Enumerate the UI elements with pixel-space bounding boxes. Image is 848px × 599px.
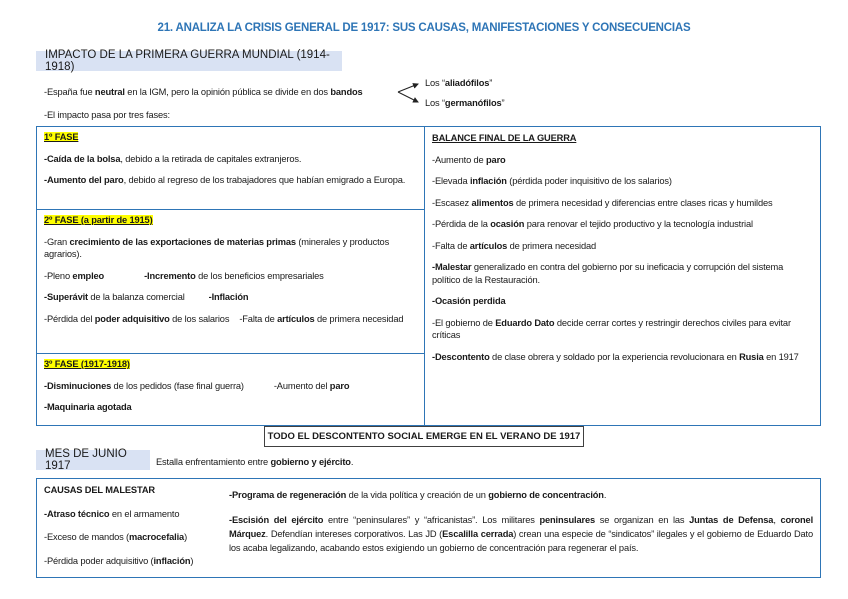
causes-text: -Exceso de mandos ( (44, 532, 129, 542)
phase-2-bold: artículos (277, 313, 315, 324)
balance-bold: artículos (469, 240, 508, 251)
causes-text: . Defendían intereses corporativos. Las JD ( (265, 528, 443, 539)
phase-2-bold: empleo (72, 270, 105, 281)
phase-2-text: -Falta de (239, 313, 278, 324)
page-title: 21. ANALIZA LA CRISIS GENERAL DE 1917: SUS CAUSAS, MANIFESTACIONES Y CONSECUENCIAS (157, 22, 691, 34)
balance-text: en 1917 (763, 351, 799, 362)
phase-1-bold: -Caída de la bolsa (44, 153, 121, 164)
phase-3-text: -Aumento del (273, 380, 330, 391)
phase-2-text: -Pérdida del (44, 313, 95, 324)
branch-germanofilos-label: germanófilos (444, 98, 502, 108)
phase-3-line-1 (44, 380, 416, 393)
balance-text: de clase obrera y soldado por la experiencia revolucionara en (489, 351, 740, 362)
phase-1-title: 1º FASE (44, 132, 79, 142)
causes-bold: -Programa de regeneración (229, 490, 347, 500)
balance-text: para renovar el tejido productivo y la tecnología industrial (524, 219, 753, 229)
causes-bold: Juntas de Defensa (689, 514, 774, 525)
balance-line-7 (432, 295, 812, 308)
phase-1-line-2 (44, 174, 416, 187)
causes-title: CAUSAS DEL MALESTAR (44, 485, 155, 495)
causes-text: ) (184, 532, 188, 542)
balance-column (432, 132, 812, 363)
causes-text: . (603, 490, 607, 500)
balance-text: -Escasez (432, 197, 472, 208)
causes-right-line-1 (229, 489, 813, 502)
balance-line-5 (432, 240, 812, 253)
causes-text: ) (190, 555, 194, 566)
causes-bold: Escalilla cerrada (442, 528, 514, 539)
junio-text-part: . (350, 457, 354, 467)
phase-2-bold: poder adquisitivo (94, 313, 170, 324)
phase-2-text: -Pleno (44, 270, 73, 281)
balance-bold: inflación (469, 176, 507, 186)
balance-bold: ocasión (490, 219, 525, 229)
phase-divider-1 (36, 209, 425, 210)
balance-line-9 (432, 351, 812, 364)
causes-text: se organizan en las (595, 514, 690, 525)
causes-bold: -Escisión del ejército (229, 514, 324, 525)
causes-right (229, 489, 813, 555)
causes-text: en el armamento (109, 508, 180, 519)
phase-3-bold: -Maquinaria agotada (44, 402, 132, 412)
balance-text: (pérdida poder inquisitivo de los salarios) (506, 176, 672, 186)
phase-2-bold: crecimiento de las exportaciones de materias primas (69, 236, 296, 247)
phase-2-line-3 (44, 291, 416, 304)
phase-2-bold: -Incremento (144, 270, 196, 281)
phase-2-text: -Gran (44, 236, 70, 247)
phase-2-title: 2º FASE (a partir de 1915) (44, 215, 153, 225)
causes-right-line-2 (229, 513, 813, 555)
phase-3 (44, 358, 416, 414)
phase-2-text: de primera necesidad (314, 313, 404, 324)
intro-neutral-line (44, 86, 363, 99)
phase-1-line-1 (44, 153, 416, 166)
balance-bold: paro (486, 154, 506, 165)
balance-bold: Eduardo Dato (495, 317, 555, 328)
balance-line-3 (432, 197, 812, 210)
section-header-text: MES DE JUNIO 1917 (45, 448, 127, 472)
causes-bold: gobierno de concentración (488, 490, 604, 500)
branch-germanofilos (425, 97, 504, 110)
phase-2-line-4 (44, 313, 416, 326)
balance-bold: -Ocasión perdida (432, 296, 506, 306)
causes-text: -Pérdida poder adquisitivo ( (44, 555, 154, 566)
intro-phases-line: -El impacto pasa por tres fases: (44, 110, 170, 120)
balance-bold: Rusia (739, 351, 764, 362)
causes-text: de la vida política y creación de un (346, 490, 489, 500)
phase-1-text: , debido al regreso de los trabajadores que habían emigrado a Europa. (123, 175, 406, 185)
balance-text: de primera necesidad y diferencias entre clases ricas y humildes (513, 197, 773, 208)
balance-line-6 (432, 261, 812, 286)
section-header-impacto (36, 51, 342, 71)
phase-2-line-1 (44, 236, 416, 261)
balance-line-4 (432, 218, 812, 231)
branch-suffix: ” (489, 78, 493, 88)
phase-divider-2 (36, 353, 425, 354)
branch-aliadofilos-label: aliadófilos (444, 78, 490, 88)
phase-1-bold: -Aumento del paro (44, 175, 124, 185)
causes-text: , (773, 514, 781, 525)
causes-bold: coronel Márquez (229, 514, 814, 539)
phase-3-line-2 (44, 401, 416, 414)
phase-2-text: de los salarios (169, 313, 230, 324)
balance-text: de primera necesidad (507, 240, 597, 251)
balance-line-2 (432, 175, 812, 188)
junio-text-part: Estalla enfrentamiento entre (156, 457, 271, 467)
phase-2-text: de los beneficios empresariales (195, 270, 324, 281)
junio-bold: gobierno y ejército (270, 457, 351, 467)
balance-text: decide cerrar cortes y restringir derechos civiles para evitar críticas (432, 317, 791, 340)
phase-2-bold: -Superávit (44, 292, 88, 302)
branch-arrows-icon (395, 78, 425, 108)
balance-bold: -Descontento (432, 351, 490, 362)
phases-divider-vertical (424, 126, 425, 426)
balance-line-1 (432, 154, 812, 167)
balance-line-8 (432, 317, 812, 342)
causes-text: ) crean una especie de “sindicatos” ilegales y el gobierno de Eduardo Dato los acaba legalizando, acabando estos exigiendo un gobierno de concentración para regenerar el país. (229, 528, 813, 553)
section-header-junio (36, 450, 150, 470)
balance-title: BALANCE FINAL DE LA GUERRA (432, 133, 577, 143)
branch-aliadofilos (425, 77, 492, 90)
phase-2-bold: -Inflación (208, 292, 249, 302)
balance-text: generalizado en contra del gobierno por su ineficacia y corrupción del sistema político de la Restauración. (432, 262, 784, 285)
intro-text-2: en la IGM, pero la opinión pública se divide en dos (124, 87, 331, 97)
section-header-text: IMPACTO DE LA PRIMERA GUERRA MUNDIAL (1914-1918) (45, 49, 330, 73)
balance-text: -Elevada (432, 176, 470, 186)
phase-2 (44, 214, 416, 325)
balance-text: -El gobierno de (432, 317, 496, 328)
causes-bold: inflación (153, 555, 191, 566)
phase-2-line-2 (44, 270, 416, 283)
intro-neutral: neutral (94, 87, 125, 97)
causes-bold: macrocefalia (129, 532, 185, 542)
balance-bold: -Malestar (432, 262, 472, 272)
branch-prefix: Los “ (425, 98, 445, 108)
phase-2-text: (minerales y productos agrarios). (44, 236, 390, 259)
summary-text: TODO EL DESCONTENTO SOCIAL EMERGE EN EL VERANO DE 1917 (267, 431, 581, 442)
phase-3-text: de los pedidos (fase final guerra) (111, 380, 244, 391)
causes-text: entre “peninsulares” y “africanistas”. Los militares (323, 514, 540, 525)
phase-3-bold: -Disminuciones (44, 380, 112, 391)
causes-line-2 (44, 531, 222, 544)
balance-text: -Pérdida de la (432, 219, 491, 229)
balance-bold: alimentos (471, 197, 514, 208)
causes-left (44, 484, 222, 567)
balance-text: -Falta de (432, 240, 470, 251)
intro-bandos: bandos (330, 87, 363, 97)
summary-box (264, 426, 584, 447)
causes-bold: peninsulares (539, 514, 596, 525)
junio-text (156, 456, 353, 469)
causes-line-3 (44, 555, 222, 568)
balance-text: -Aumento de (432, 154, 487, 165)
phase-2-text: de la balanza comercial (87, 292, 185, 302)
phase-3-bold: paro (329, 380, 350, 391)
phase-1 (44, 131, 416, 187)
intro-text: -España fue (44, 87, 95, 97)
causes-bold: -Atraso técnico (44, 508, 110, 519)
causes-line-1 (44, 508, 222, 521)
branch-suffix: ” (501, 98, 505, 108)
phase-1-text: , debido a la retirada de capitales extranjeros. (120, 153, 302, 164)
branch-prefix: Los “ (425, 78, 445, 88)
phase-3-title: 3º FASE (1917-1918) (44, 359, 130, 369)
